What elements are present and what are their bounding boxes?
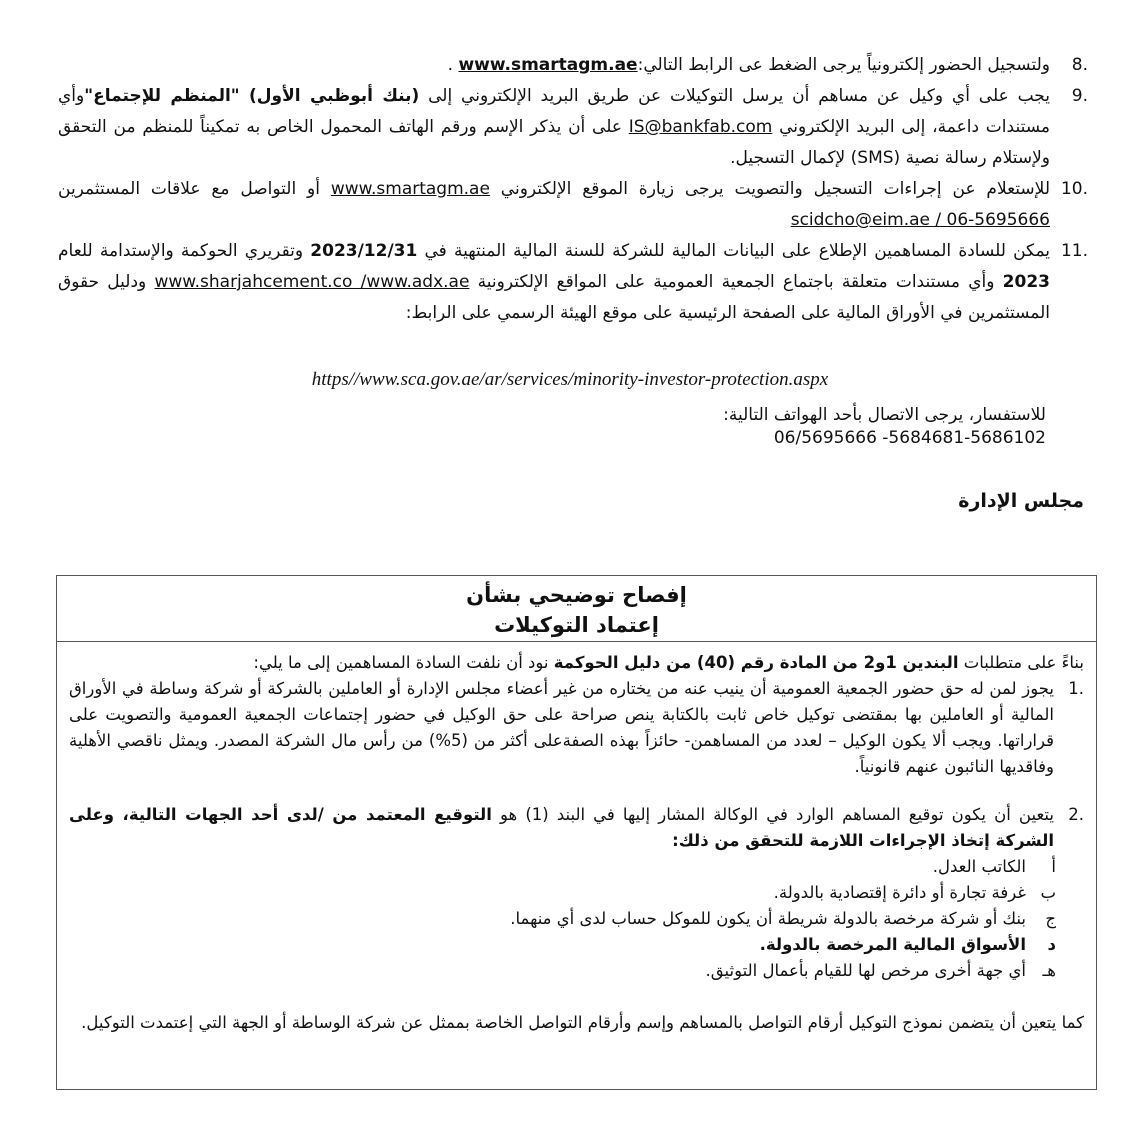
note-text-part: أو التواصل مع علاقات المستثمرين <box>58 179 331 199</box>
note-text <box>58 50 1050 81</box>
note-text <box>58 174 1050 236</box>
disclosure-closing: كما يتعين أن يتضمن نموذج التوكيل أرقام التواصل بالمساهم وإسم وأرقام التواصل الخاصة بممثل عن شركة الوساطة أو الجهة التي إعتمدت التوكيل. <box>81 1013 1084 1032</box>
point-number: 1. <box>1068 679 1084 698</box>
sca-url[interactable]: https//www.sca.gov.ae/ar/services/minority-investor-protection.aspx <box>311 369 829 390</box>
investor-relations-contact[interactable]: scidcho@eim.ae / 06-5695666 <box>790 210 1050 230</box>
sms-label: (SMS) <box>850 148 901 168</box>
intro-text-part: نود أن نلفت السادة المساهمين إلى ما يلي: <box>253 653 554 672</box>
disclosure-point-1 <box>69 676 1084 780</box>
spacer <box>69 780 1084 802</box>
note-text <box>58 81 1050 174</box>
sub-text: الأسواق المالية المرخصة بالدولة. <box>759 935 1026 954</box>
sub-item-d <box>69 932 1056 958</box>
sub-item-a <box>69 854 1056 880</box>
fiscal-year-end-date: 2023/12/31 <box>310 241 418 261</box>
note-text-part: ولتسجيل الحضور إلكترونياً يرجى الضغط عى الرابط التالي: <box>637 55 1050 75</box>
phone-numbers: 06/5695666 -5684681-5686102 <box>773 428 1046 448</box>
note-11 <box>58 236 1088 329</box>
note-9 <box>58 81 1088 174</box>
note-text-part: . <box>447 55 459 75</box>
sub-letter: ب <box>1040 883 1056 902</box>
intro-text-part: بناءً على متطلبات <box>958 653 1084 672</box>
point-number: 2. <box>1068 805 1084 824</box>
sub-item-c <box>69 906 1056 932</box>
point-text: يجوز لمن له حق حضور الجمعية العمومية أن ينيب عنه من يختاره من غير أعضاء مجلس الإدارة أو العاملين بالشركة أو شركة وساطة في الأوراق المالية أو العاملين بها بمقتضى توكيل خاص ثابت بالكتابة ينص صراحة على حق الوكيل في حضور إجتماعات الجمعية العمومية والتصويت على قراراتها. ويجب ألا يكون الوكيل – لعدد من المساهمن- حائزاً بهذه الصفةعلى أكثر من (5%) من رأس مال الشركة المصدر. ويمثل ناقصي الأهلية وفاقديها النائبون عنهم قانونياً. <box>69 679 1054 776</box>
organizer-name: (بنك أبوظبي الأول) "المنظم للإجتماع" <box>84 86 420 106</box>
note-text-part: للإستعلام عن إجراءات التسجيل والتصويت يرجى زيارة الموقع الإلكتروني <box>489 179 1051 199</box>
note-text-part: يجب على أي وكيل عن مساهم أن يرسل التوكيلات عن طريق البريد الإلكتروني إلى <box>419 86 1051 106</box>
disclosure-body <box>57 642 1096 1036</box>
report-year: 2023 <box>1002 272 1050 292</box>
sub-text: أي جهة أخرى مرخص لها للقيام بأعمال التوثيق. <box>705 961 1026 980</box>
disclosure-title: إفصاح توضيحي بشأن <box>466 583 687 607</box>
note-text <box>58 236 1050 329</box>
disclosure-box <box>56 575 1097 1090</box>
point-bold: التوقيع المعتمد من /لدى أحد الجهات التالية، وعلى الشركة إتخاذ الإجراءات اللازمة للتحقق من ذلك: <box>69 805 1054 850</box>
note-text-part: على أن يذكر الإسم ورقم الهاتف المحمول الخاص به تمكيناً للمنظم من التحقق ولإستلام رسالة نصية <box>58 117 1050 168</box>
sub-letter: د <box>1047 935 1056 954</box>
smartagm-link[interactable]: www.smartagm.ae <box>458 55 638 75</box>
sub-text: بنك أو شركة مرخصة بالدولة شريطة أن يكون للموكل حساب لدى أي منهما. <box>510 909 1026 928</box>
note-text-part: وأي مستندات داعمة، إلى البريد الإلكتروني <box>58 86 1050 137</box>
sub-text: غرفة تجارة أو دائرة إقتصادية بالدولة. <box>773 883 1026 902</box>
notes-list <box>58 50 1088 329</box>
sub-item-e <box>69 958 1056 984</box>
note-text-part: وأي مستندات متعلقة باجتماع الجمعية العمومية على المواقع الإلكترونية <box>469 272 1003 292</box>
note-10 <box>58 174 1088 236</box>
sub-letter: ج <box>1045 909 1056 928</box>
inquiry-text: للاستفسار، يرجى الاتصال بأحد الهواتف التالية: <box>723 405 1046 425</box>
note-number: 10. <box>1060 179 1088 199</box>
sub-item-b <box>69 880 1056 906</box>
company-websites-link[interactable]: www.sharjahcement.co /www.adx.ae <box>154 272 470 292</box>
intro-bold: البندين 1و2 من المادة رقم (40) من دليل الحوكمة <box>553 653 959 672</box>
point-text <box>69 802 1054 854</box>
point-text-part: يتعين أن يكون توقيع المساهم الوارد في الوكالة المشار إليها في البند (1) هو <box>491 805 1054 824</box>
note-number: 11. <box>1060 241 1088 261</box>
board-signature: مجلس الإدارة <box>958 490 1084 512</box>
note-8 <box>58 50 1088 81</box>
disclosure-header <box>57 576 1096 642</box>
disclosure-subtitle: إعتماد التوكيلات <box>494 613 659 637</box>
sub-text: الكاتب العدل. <box>932 857 1026 876</box>
note-text-part: وتقريري الحوكمة والإستدامة للعام <box>58 241 311 261</box>
email-link[interactable]: IS@bankfab.com <box>628 117 773 137</box>
smartagm-link-2[interactable]: www.smartagm.ae <box>330 179 490 199</box>
note-text-part: يمكن للسادة المساهمين الإطلاع على البيانات المالية للشركة للسنة المالية المنتهية في <box>417 241 1050 261</box>
note-text-part: ودليل حقوق المستثمرين في الأوراق المالية على الصفحة الرئيسية على موقع الهيئة الرسمي على الرابط: <box>58 272 1050 323</box>
disclosure-point-2 <box>69 802 1084 854</box>
sub-letter: أ <box>1051 857 1056 876</box>
disclosure-intro <box>69 650 1084 676</box>
note-text-part: لإكمال التسجيل. <box>730 148 851 168</box>
note-number: 8. <box>1071 55 1088 75</box>
note-number: 9. <box>1071 86 1088 106</box>
sub-letter: هـ <box>1042 961 1056 980</box>
